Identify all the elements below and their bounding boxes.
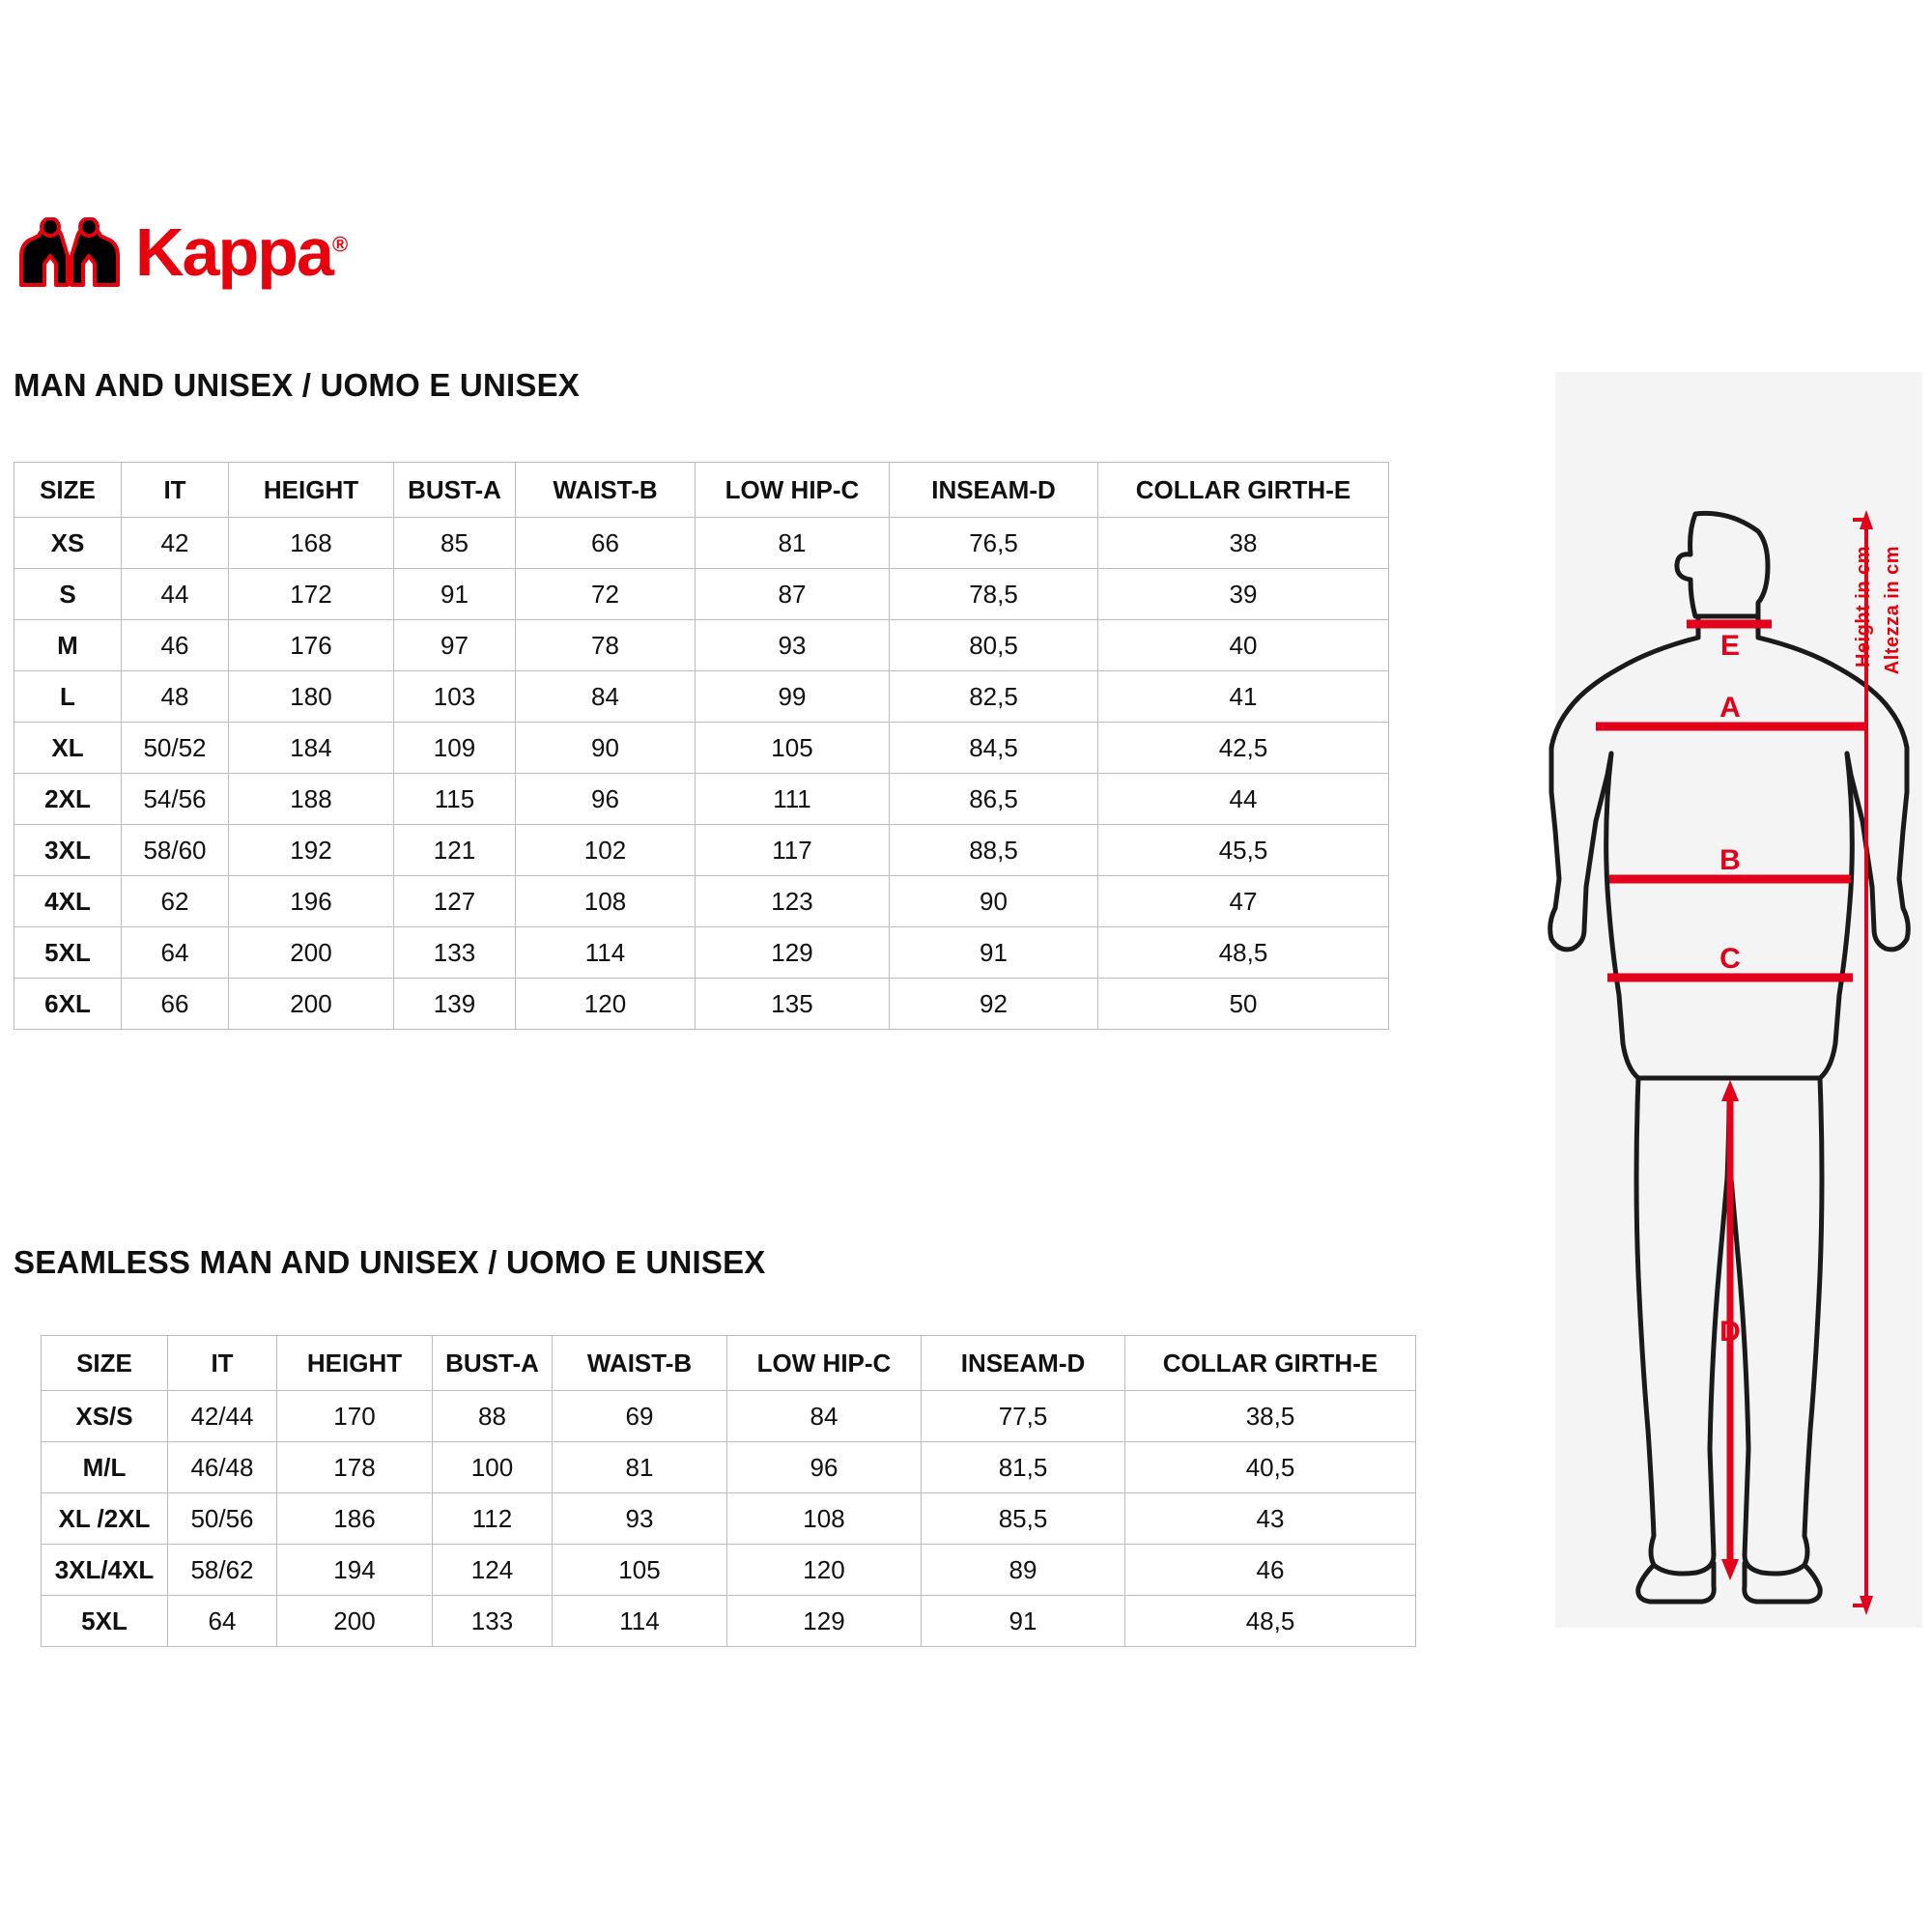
col-inseam: INSEAM-D <box>890 463 1098 518</box>
table-header-row <box>14 463 1389 518</box>
section-title-man-unisex: MAN AND UNISEX / UOMO E UNISEX <box>14 367 580 403</box>
cell-bust: 103 <box>394 671 516 723</box>
section-title-seamless-man-unisex: SEAMLESS MAN AND UNISEX / UOMO E UNISEX <box>14 1244 766 1280</box>
cell-waist: 66 <box>516 518 696 569</box>
col-size: SIZE <box>42 1336 168 1391</box>
cell-size: XL <box>14 723 122 774</box>
cell-low-hip: 81 <box>696 518 890 569</box>
cell-it: 58/60 <box>122 825 229 876</box>
cell-collar: 41 <box>1098 671 1389 723</box>
cell-bust: 127 <box>394 876 516 927</box>
cell-waist: 72 <box>516 569 696 620</box>
cell-low-hip: 108 <box>727 1493 922 1545</box>
cell-height: 186 <box>277 1493 433 1545</box>
cell-waist: 120 <box>516 979 696 1030</box>
label-inseam-d: D <box>1719 1316 1741 1348</box>
size-table-man-unisex <box>14 462 1389 1030</box>
cell-waist: 114 <box>516 927 696 979</box>
cell-bust: 97 <box>394 620 516 671</box>
cell-height: 184 <box>229 723 394 774</box>
cell-bust: 100 <box>433 1442 553 1493</box>
cell-low-hip: 117 <box>696 825 890 876</box>
cell-it: 42/44 <box>168 1391 277 1442</box>
cell-size: 6XL <box>14 979 122 1030</box>
col-collar-girth: COLLAR GIRTH-E <box>1098 463 1389 518</box>
cell-waist: 105 <box>553 1545 727 1596</box>
cell-low-hip: 96 <box>727 1442 922 1493</box>
cell-height: 180 <box>229 671 394 723</box>
cell-inseam: 80,5 <box>890 620 1098 671</box>
cell-low-hip: 123 <box>696 876 890 927</box>
col-low-hip: LOW HIP-C <box>696 463 890 518</box>
cell-waist: 90 <box>516 723 696 774</box>
cell-low-hip: 129 <box>696 927 890 979</box>
cell-low-hip: 99 <box>696 671 890 723</box>
cell-height: 188 <box>229 774 394 825</box>
cell-collar: 48,5 <box>1125 1596 1416 1647</box>
cell-low-hip: 135 <box>696 979 890 1030</box>
table-row <box>14 876 1389 927</box>
cell-bust: 133 <box>394 927 516 979</box>
cell-size: 5XL <box>42 1596 168 1647</box>
cell-low-hip: 129 <box>727 1596 922 1647</box>
cell-bust: 139 <box>394 979 516 1030</box>
cell-waist: 93 <box>553 1493 727 1545</box>
label-waist-b: B <box>1719 844 1741 876</box>
cell-collar: 40,5 <box>1125 1442 1416 1493</box>
cell-it: 50/52 <box>122 723 229 774</box>
cell-inseam: 92 <box>890 979 1098 1030</box>
cell-collar: 38,5 <box>1125 1391 1416 1442</box>
col-waist: WAIST-B <box>516 463 696 518</box>
cell-inseam: 84,5 <box>890 723 1098 774</box>
cell-bust: 88 <box>433 1391 553 1442</box>
cell-bust: 115 <box>394 774 516 825</box>
cell-inseam: 91 <box>922 1596 1125 1647</box>
col-bust: BUST-A <box>394 463 516 518</box>
cell-bust: 124 <box>433 1545 553 1596</box>
col-size: SIZE <box>14 463 122 518</box>
cell-waist: 96 <box>516 774 696 825</box>
cell-inseam: 76,5 <box>890 518 1098 569</box>
cell-height: 178 <box>277 1442 433 1493</box>
cell-height: 168 <box>229 518 394 569</box>
kappa-omini-icon <box>14 217 126 287</box>
cell-height: 172 <box>229 569 394 620</box>
cell-inseam: 90 <box>890 876 1098 927</box>
cell-height: 194 <box>277 1545 433 1596</box>
cell-size: L <box>14 671 122 723</box>
cell-it: 46 <box>122 620 229 671</box>
brand-wordmark <box>135 214 347 290</box>
cell-height: 176 <box>229 620 394 671</box>
cell-collar: 43 <box>1125 1493 1416 1545</box>
cell-height: 200 <box>277 1596 433 1647</box>
cell-it: 64 <box>168 1596 277 1647</box>
col-it: IT <box>168 1336 277 1391</box>
col-height: HEIGHT <box>229 463 394 518</box>
cell-collar: 46 <box>1125 1545 1416 1596</box>
cell-waist: 114 <box>553 1596 727 1647</box>
col-collar-girth: COLLAR GIRTH-E <box>1125 1336 1416 1391</box>
cell-size: 3XL/4XL <box>42 1545 168 1596</box>
cell-collar: 38 <box>1098 518 1389 569</box>
cell-inseam: 91 <box>890 927 1098 979</box>
cell-it: 62 <box>122 876 229 927</box>
col-inseam: INSEAM-D <box>922 1336 1125 1391</box>
table-row <box>14 723 1389 774</box>
cell-low-hip: 84 <box>727 1391 922 1442</box>
cell-low-hip: 111 <box>696 774 890 825</box>
table-row <box>14 518 1389 569</box>
cell-size: S <box>14 569 122 620</box>
cell-bust: 121 <box>394 825 516 876</box>
cell-collar: 47 <box>1098 876 1389 927</box>
cell-bust: 112 <box>433 1493 553 1545</box>
cell-inseam: 89 <box>922 1545 1125 1596</box>
cell-bust: 91 <box>394 569 516 620</box>
cell-collar: 42,5 <box>1098 723 1389 774</box>
cell-it: 64 <box>122 927 229 979</box>
cell-height: 200 <box>229 979 394 1030</box>
cell-collar: 48,5 <box>1098 927 1389 979</box>
cell-size: 3XL <box>14 825 122 876</box>
cell-size: M <box>14 620 122 671</box>
male-body-measurement-diagram-icon <box>1526 502 1932 1642</box>
kappa-logo <box>14 214 347 290</box>
label-bust-a: A <box>1719 692 1741 724</box>
cell-bust: 109 <box>394 723 516 774</box>
table-row <box>14 671 1389 723</box>
cell-collar: 40 <box>1098 620 1389 671</box>
height-label-it: Altezza in cm <box>1882 546 1903 675</box>
col-waist: WAIST-B <box>553 1336 727 1391</box>
cell-low-hip: 93 <box>696 620 890 671</box>
table-row <box>14 569 1389 620</box>
cell-collar: 45,5 <box>1098 825 1389 876</box>
cell-it: 46/48 <box>168 1442 277 1493</box>
cell-size: M/L <box>42 1442 168 1493</box>
cell-bust: 133 <box>433 1596 553 1647</box>
table-row <box>14 825 1389 876</box>
cell-waist: 102 <box>516 825 696 876</box>
brand-name: Kappa <box>135 214 332 290</box>
cell-size: 4XL <box>14 876 122 927</box>
table-row <box>14 979 1389 1030</box>
table-row <box>14 774 1389 825</box>
cell-size: 5XL <box>14 927 122 979</box>
table-row <box>42 1493 1416 1545</box>
cell-waist: 78 <box>516 620 696 671</box>
cell-waist: 81 <box>553 1442 727 1493</box>
cell-height: 192 <box>229 825 394 876</box>
table-row <box>42 1596 1416 1647</box>
cell-inseam: 77,5 <box>922 1391 1125 1442</box>
cell-size: XS/S <box>42 1391 168 1442</box>
cell-it: 58/62 <box>168 1545 277 1596</box>
col-low-hip: LOW HIP-C <box>727 1336 922 1391</box>
cell-height: 170 <box>277 1391 433 1442</box>
table-row <box>14 927 1389 979</box>
height-label-en: Height in cm <box>1853 546 1874 668</box>
size-table-seamless-man-unisex <box>41 1335 1416 1647</box>
label-low-hip-c: C <box>1719 943 1741 975</box>
col-it: IT <box>122 463 229 518</box>
cell-waist: 69 <box>553 1391 727 1442</box>
registered-mark: ® <box>331 232 347 257</box>
cell-height: 196 <box>229 876 394 927</box>
cell-inseam: 81,5 <box>922 1442 1125 1493</box>
cell-inseam: 86,5 <box>890 774 1098 825</box>
table-header-row <box>42 1336 1416 1391</box>
cell-waist: 84 <box>516 671 696 723</box>
cell-low-hip: 87 <box>696 569 890 620</box>
col-height: HEIGHT <box>277 1336 433 1391</box>
cell-waist: 108 <box>516 876 696 927</box>
table-row <box>42 1545 1416 1596</box>
cell-inseam: 88,5 <box>890 825 1098 876</box>
cell-it: 54/56 <box>122 774 229 825</box>
cell-low-hip: 105 <box>696 723 890 774</box>
table-row <box>42 1442 1416 1493</box>
cell-it: 50/56 <box>168 1493 277 1545</box>
cell-height: 200 <box>229 927 394 979</box>
cell-it: 42 <box>122 518 229 569</box>
cell-it: 66 <box>122 979 229 1030</box>
label-collar-e: E <box>1719 630 1741 662</box>
cell-inseam: 82,5 <box>890 671 1098 723</box>
cell-size: XS <box>14 518 122 569</box>
cell-it: 44 <box>122 569 229 620</box>
cell-collar: 44 <box>1098 774 1389 825</box>
cell-low-hip: 120 <box>727 1545 922 1596</box>
cell-size: 2XL <box>14 774 122 825</box>
cell-collar: 39 <box>1098 569 1389 620</box>
cell-inseam: 78,5 <box>890 569 1098 620</box>
col-bust: BUST-A <box>433 1336 553 1391</box>
cell-inseam: 85,5 <box>922 1493 1125 1545</box>
cell-it: 48 <box>122 671 229 723</box>
cell-size: XL /2XL <box>42 1493 168 1545</box>
cell-collar: 50 <box>1098 979 1389 1030</box>
table-row <box>14 620 1389 671</box>
cell-bust: 85 <box>394 518 516 569</box>
table-row <box>42 1391 1416 1442</box>
